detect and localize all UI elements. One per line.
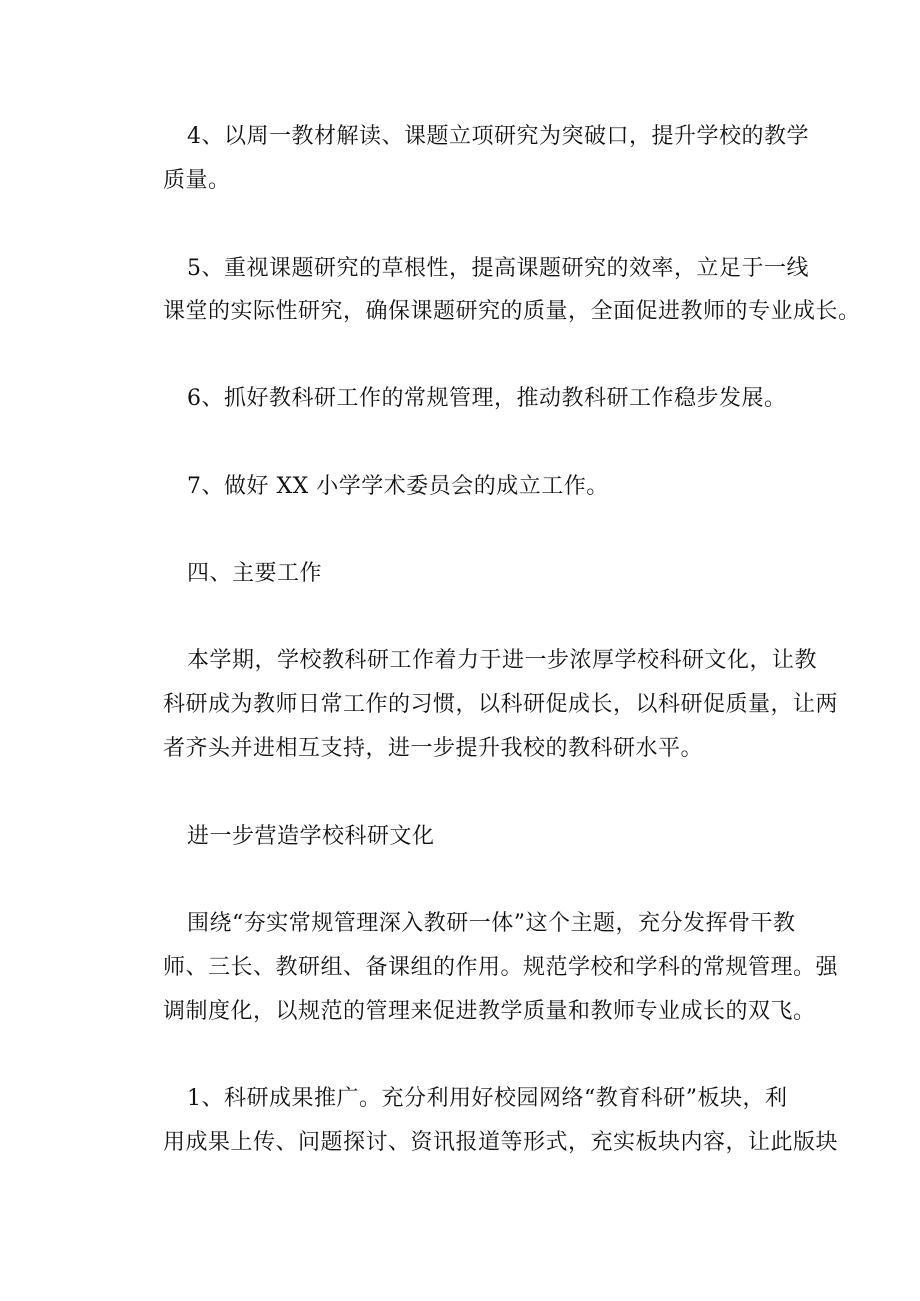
theme-line-3: 调制度化，以规范的管理来促进教学质量和教师专业成长的双飞。: [163, 999, 816, 1024]
intro-line-2: 科研成为教师日常工作的习惯，以科研促成长，以科研促质量，让两: [163, 692, 839, 717]
paragraph-6-line-1: 6、抓好教科研工作的常规管理，推动教科研工作稳步发展。: [187, 386, 787, 411]
section-heading-main-work: 四、主要工作: [187, 561, 323, 586]
paragraph-7-line-1: 7、做好 XX 小学学术委员会的成立工作。: [187, 474, 609, 499]
paragraph-4-line-1: 4、以周一教材解读、课题立项研究为突破口，提升学校的教学: [187, 124, 809, 149]
item-1-line-1: 1、科研成果推广。充分利用好校园网络“教育科研”板块，利: [187, 1086, 788, 1111]
theme-line-1: 围绕“夯实常规管理深入教研一体”这个主题，充分发挥骨干教: [187, 911, 796, 936]
subheading-research-culture: 进一步营造学校科研文化: [187, 824, 435, 849]
intro-line-3: 者齐头并进相互支持，进一步提升我校的教科研水平。: [163, 736, 704, 761]
paragraph-5-line-1: 5、重视课题研究的草根性，提高课题研究的效率，立足于一线: [187, 256, 809, 281]
paragraph-5-line-2: 课堂的实际性研究，确保课题研究的质量，全面促进教师的专业成长。: [163, 299, 861, 324]
item-1-line-2: 用成果上传、问题探讨、资讯报道等形式，充实板块内容，让此版块: [163, 1130, 839, 1155]
intro-line-1: 本学期，学校教科研工作着力于进一步浓厚学校科研文化，让教: [187, 648, 818, 673]
paragraph-4-line-2: 质量。: [163, 168, 231, 193]
theme-line-2: 师、三长、教研组、备课组的作用。规范学校和学科的常规管理。强: [163, 955, 839, 980]
